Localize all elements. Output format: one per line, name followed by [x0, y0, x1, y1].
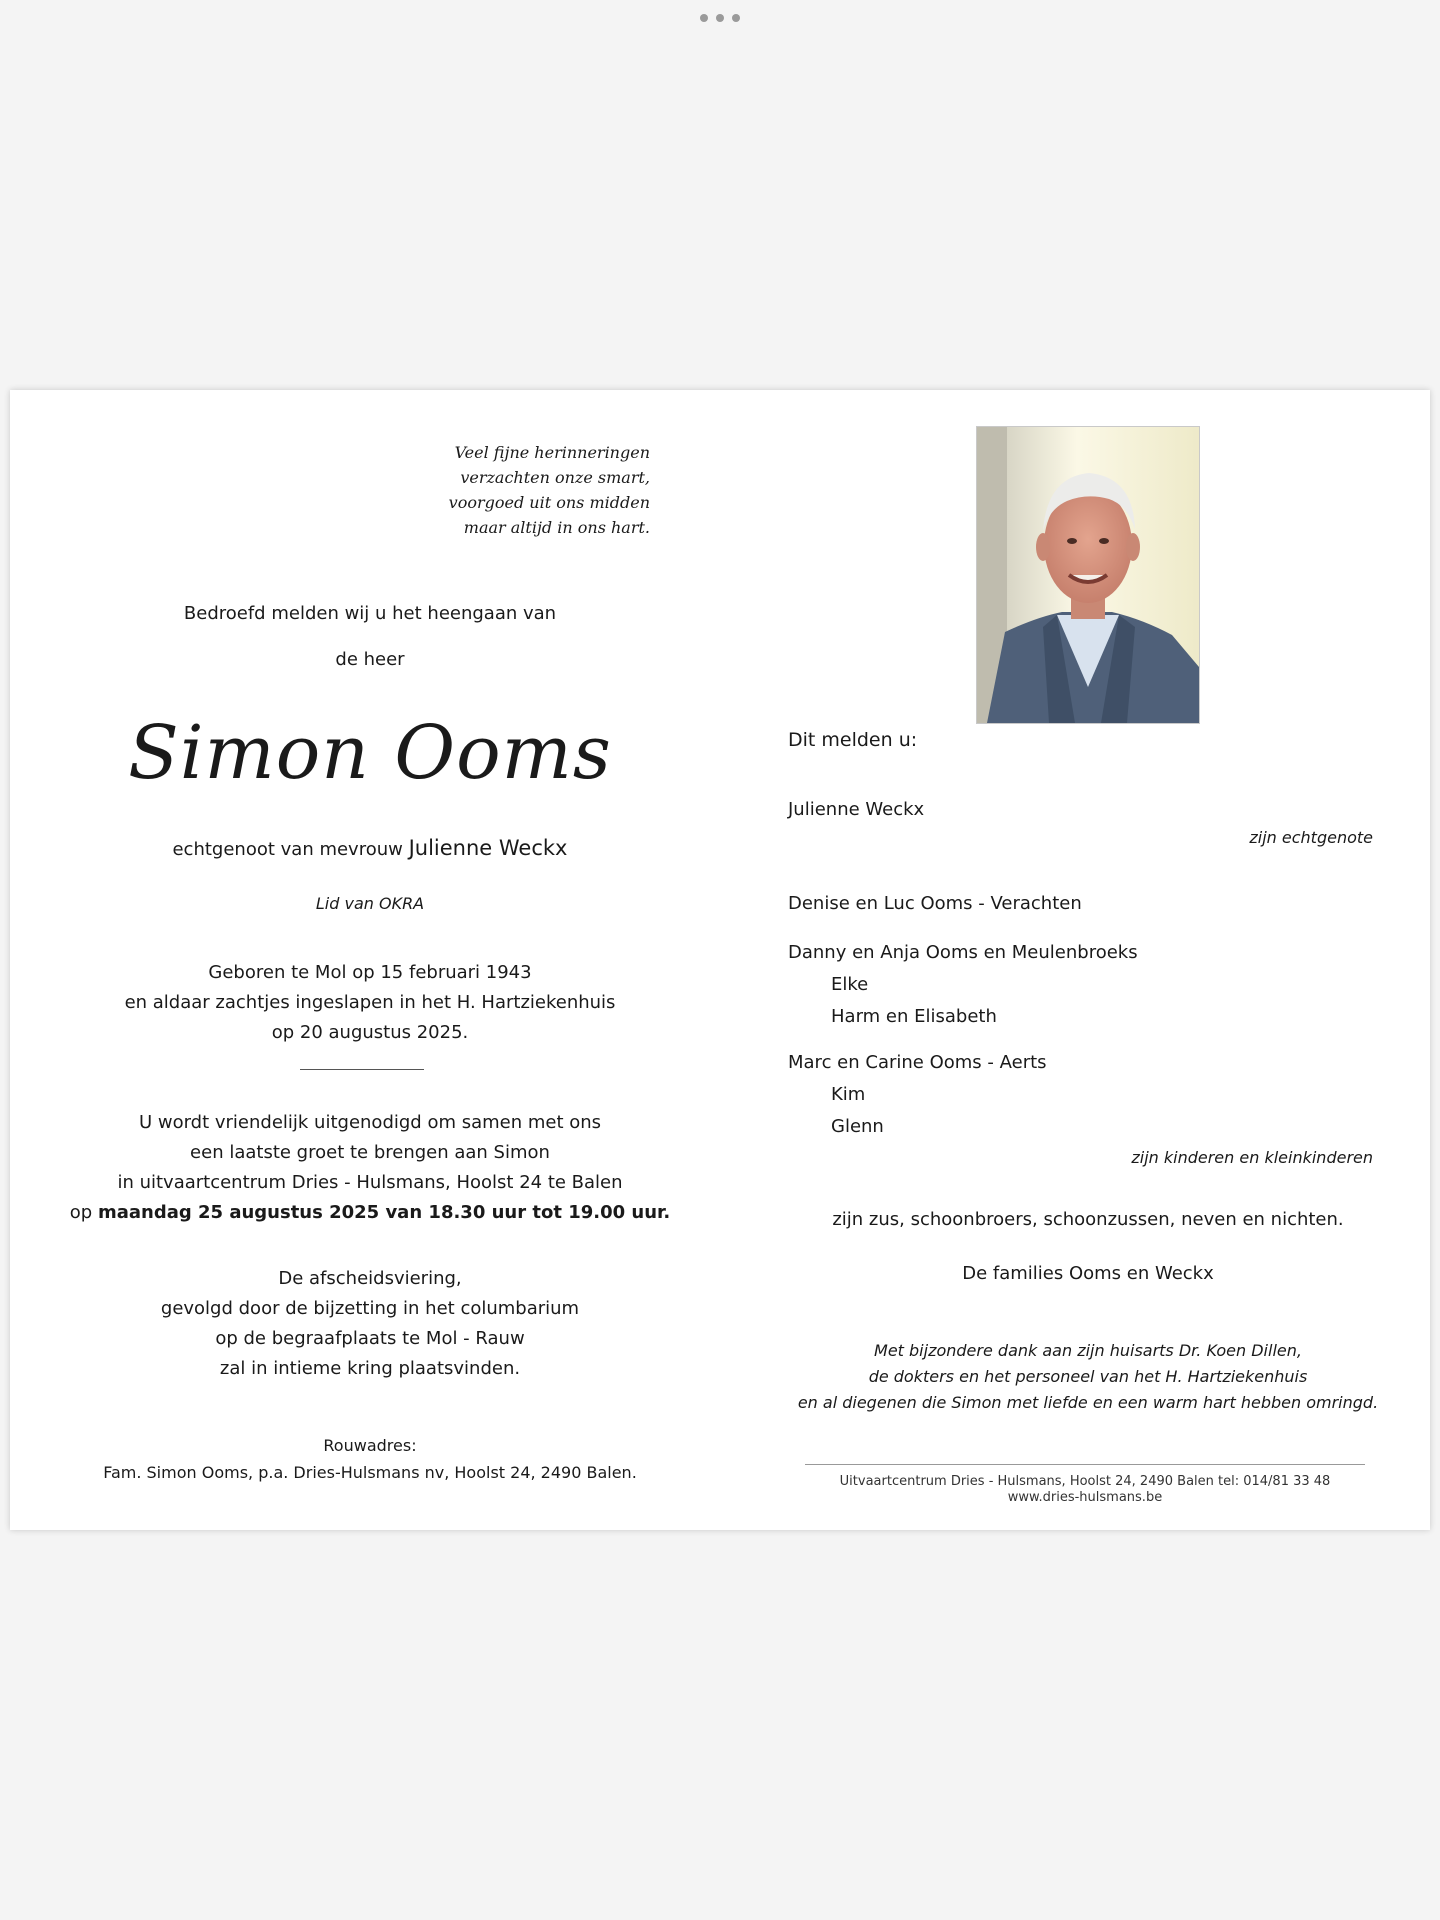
- announcement-title: de heer: [335, 649, 405, 670]
- family-grandchild: Kim: [831, 1084, 866, 1105]
- deceased-name: Simon Ooms: [128, 710, 612, 796]
- funeral-home-address: Uitvaartcentrum Dries - Hulsmans, Hoolst 24, 2490 Balen tel: 014/81 33 48: [839, 1474, 1331, 1489]
- farewell-line: De afscheidsviering,: [278, 1268, 462, 1289]
- poem: [449, 440, 650, 540]
- more-dots-icon[interactable]: [700, 12, 740, 24]
- birth-block: [55, 958, 685, 1048]
- poem-line: voorgoed uit ons midden: [448, 493, 650, 512]
- portrait-photo: [976, 426, 1200, 724]
- family-grandchild: Glenn: [831, 1116, 884, 1137]
- invitation-block: [55, 1108, 685, 1228]
- dot: [732, 14, 740, 22]
- farewell-line: op de begraafplaats te Mol - Rauw: [215, 1328, 525, 1349]
- family-child: Marc en Carine Ooms - Aerts: [788, 1052, 1047, 1073]
- spouse-name: Julienne Weckx: [408, 836, 568, 860]
- invitation-date-line: [55, 1198, 685, 1228]
- invitation-line: in uitvaartcentrum Dries - Hulsmans, Hoolst 24 te Balen: [117, 1172, 623, 1193]
- spouse-line: [55, 836, 685, 862]
- family-grandchild: Elke: [831, 974, 869, 995]
- address-value: Fam. Simon Ooms, p.a. Dries-Hulsmans nv, Hoolst 24, 2490 Balen.: [103, 1463, 637, 1482]
- poem-line: Veel fijne herinneringen: [454, 443, 650, 462]
- divider: [300, 1069, 424, 1070]
- death-notice-card: [10, 390, 1430, 1530]
- thanks-line: de dokters en het personeel van het H. Hartziekenhuis: [868, 1367, 1308, 1386]
- thanks-line: en al diegenen die Simon met liefde en een warm hart hebben omringd.: [797, 1393, 1379, 1412]
- dot: [716, 14, 724, 22]
- spouse-role: zijn echtgenote: [1249, 828, 1373, 847]
- birth-line: op 20 augustus 2025.: [271, 1022, 469, 1043]
- farewell-block: [55, 1264, 685, 1384]
- family-grandchild: Harm en Elisabeth: [831, 1006, 997, 1027]
- family-child: Denise en Luc Ooms - Verachten: [788, 893, 1082, 914]
- family-extended: zijn zus, schoonbroers, schoonzussen, neven en nichten.: [832, 1209, 1344, 1230]
- announcement-intro: Bedroefd melden wij u het heengaan van: [183, 603, 557, 624]
- family-spouse: Julienne Weckx: [788, 799, 925, 820]
- membership: Lid van OKRA: [315, 894, 425, 913]
- farewell-line: gevolgd door de bijzetting in het columbarium: [160, 1298, 580, 1319]
- dot: [700, 14, 708, 22]
- family-heading: Dit melden u:: [788, 729, 918, 751]
- funeral-home-website: www.dries-hulsmans.be: [1007, 1490, 1163, 1505]
- thanks-line: Met bijzondere dank aan zijn huisarts Dr. Koen Dillen,: [874, 1341, 1302, 1360]
- birth-line: Geboren te Mol op 15 februari 1943: [208, 962, 532, 983]
- family-child: Danny en Anja Ooms en Meulenbroeks: [788, 942, 1138, 963]
- thanks-block: [788, 1338, 1388, 1416]
- invitation-line: een laatste groet te brengen aan Simon: [190, 1142, 550, 1163]
- invitation-line: U wordt vriendelijk uitgenodigd om samen met ons: [138, 1112, 602, 1133]
- farewell-line: zal in intieme kring plaatsvinden.: [219, 1358, 521, 1379]
- address-label: Rouwadres:: [323, 1436, 417, 1455]
- family-names: De families Ooms en Weckx: [962, 1263, 1214, 1284]
- children-role: zijn kinderen en kleinkinderen: [1131, 1148, 1373, 1167]
- funeral-home-footer: [805, 1474, 1365, 1506]
- poem-line: maar altijd in ons hart.: [463, 518, 650, 537]
- footer-divider: [805, 1464, 1365, 1465]
- invitation-date-prefix: op: [69, 1202, 93, 1223]
- invitation-date: maandag 25 augustus 2025 van 18.30 uur tot 19.00 uur.: [97, 1202, 671, 1223]
- birth-line: en aldaar zachtjes ingeslapen in het H. Hartziekenhuis: [124, 992, 616, 1013]
- spouse-prefix: echtgenoot van mevrouw: [172, 839, 403, 860]
- portrait-image: [977, 427, 1199, 723]
- poem-line: verzachten onze smart,: [460, 468, 650, 487]
